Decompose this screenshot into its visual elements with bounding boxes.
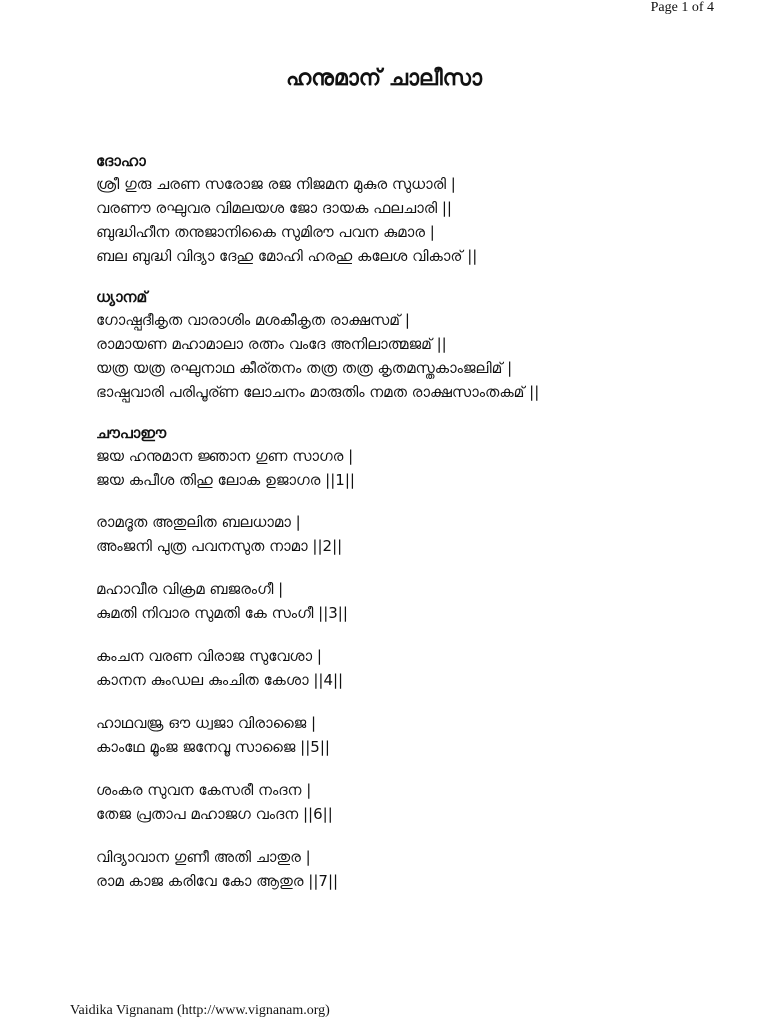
verse-line: ജയ ഹനുമാന ജ്ഞാന ഗുണ സാഗര | (96, 447, 354, 465)
page-number: Page 1 of 4 (650, 0, 714, 15)
verse-block (96, 644, 716, 692)
verse-block (96, 778, 716, 826)
verse-line: ഹാഥവജ്ര ഔ ധ്വജാ വിരാജൈ | (96, 714, 317, 732)
verse-line: കാംഥേ മൂംജ ജനേവൂ സാജൈ ||5|| (96, 738, 330, 756)
section-dhyanam (96, 286, 716, 404)
verse-line: ജയ കപീശ തിഹു ലോക ഉജാഗര ||1|| (96, 471, 355, 489)
page-title: ഹനുമാന് ചാലീസാ (286, 66, 482, 91)
section-doha (96, 150, 716, 268)
verse-line: മഹാവീര വിക്രമ ബജരംഗീ | (96, 580, 284, 598)
verse-block (96, 577, 716, 625)
footer-source: Vaidika Vignanam (http://www.vignanam.org) (70, 1003, 330, 1018)
verse-line: ശംകര സുവന കേസരീ നംദന | (96, 781, 312, 799)
verse-block (96, 510, 716, 558)
verse-line: ഗോഷ്പദീകൃത വാരാശിം മശകീകൃത രാക്ഷസമ് | (96, 311, 410, 329)
verse-line: വരണൗ രഘുവര വിമലയശ ജോ ദായക ഫലചാരി || (96, 199, 452, 217)
verse-line: അംജനി പുത്ര പവനസുത നാമാ ||2|| (96, 537, 343, 555)
verse-line: രാമായണ മഹാമാലാ രത്നം വംദേ അനിലാത്മജമ് || (96, 335, 447, 353)
document-body (96, 150, 716, 912)
verse-line: രാമദൂത അതുലിത ബലധാമാ | (96, 513, 301, 531)
section-chaupai (96, 422, 716, 492)
section-heading: ദോഹാ (96, 152, 146, 170)
section-heading: ധ്യാനമ് (96, 288, 148, 306)
verse-line: കാനന കുംഡല കുംചിത കേശാ ||4|| (96, 671, 344, 689)
verse-line: യത്ര യത്ര രഘുനാഥ കീര്തനം തത്ര തത്ര കൃതമസ്തകാംജലിമ് | (96, 359, 513, 377)
verse-line: കംചന വരണ വിരാജ സുവേശാ | (96, 647, 322, 665)
verse-line: തേജ പ്രതാപ മഹാജഗ വംദന ||6|| (96, 805, 333, 823)
verse-line: രാമ കാജ കരിവേ കോ ആതുര ||7|| (96, 872, 339, 890)
section-heading: ചൗപാഈ (96, 424, 167, 442)
verse-block (96, 845, 716, 893)
verse-line: ശ്രീ ഗുരു ചരണ സരോജ രജ നിജമന മുകുര സുധാരി | (96, 175, 456, 193)
verse-line: കുമതി നിവാര സുമതി കേ സംഗീ ||3|| (96, 604, 348, 622)
verse-line: ഭാഷ്പവാരി പരിപൂര്ണ ലോചനം മാരുതിം നമത രാക്ഷസാംതകമ് || (96, 383, 540, 401)
verse-line: ബുദ്ധിഹീന തനുജാനികൈ സുമിരൗ പവന കുമാര | (96, 223, 435, 241)
verse-line: ബല ബുദ്ധി വിദ്യാ ദേഹു മോഹി ഹരഹു കലേശ വികാര് || (96, 247, 478, 265)
verse-block (96, 711, 716, 759)
verse-line: വിദ്യാവാന ഗുണീ അതി ചാതുര | (96, 848, 311, 866)
